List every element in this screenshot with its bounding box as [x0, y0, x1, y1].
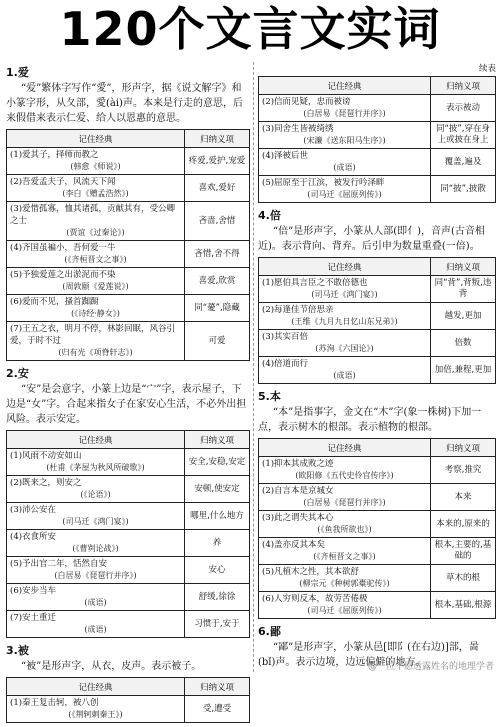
section-intro: “被”是形声字，从衣，皮声。表示被子。 [21, 661, 202, 672]
table-row [7, 241, 250, 268]
meaning-cell: 倍数 [431, 330, 496, 357]
meaning-cell: 根本,主要的,基础的 [431, 538, 496, 565]
section-intro: “本”是指事字，金文在“木”字(象一株树)下加一点，表示树木的根部。表示植物的根部。 [258, 407, 482, 433]
meaning-cell: 养 [185, 530, 250, 557]
table-header-row [259, 77, 496, 95]
definition-table [258, 438, 496, 619]
quote-source: (成语) [84, 598, 107, 607]
quote-text: (7)安土重迁 [10, 613, 57, 623]
quote-source: (苏洵《六国论》) [315, 344, 374, 353]
classic-quote-cell [7, 476, 185, 503]
table-header-row [7, 431, 250, 449]
classic-quote-cell [7, 696, 185, 723]
classic-quote-cell [259, 176, 431, 203]
quote-source: (《曹刿论战》) [72, 544, 119, 553]
quote-text: (4)盖亦反其本矣 [262, 540, 326, 550]
quote-text: (3)同舍生皆被绮绣 [262, 124, 334, 134]
table-row [7, 268, 250, 295]
quote-text: (1)风雨不动安如山 [10, 451, 82, 461]
table-row [259, 538, 496, 565]
quote-text: (2)自言本是京城女 [262, 486, 334, 496]
header-classic: 记住经典 [7, 431, 185, 449]
classic-quote-cell [259, 303, 431, 330]
header-classic: 记住经典 [7, 678, 185, 696]
classic-quote-cell [7, 611, 185, 638]
meaning-cell: 舒缓,徐徐 [185, 584, 250, 611]
classic-quote-cell [259, 457, 431, 484]
meaning-cell: 加倍,兼程,更加 [431, 357, 496, 384]
table-header-row [7, 678, 250, 696]
meaning-cell: 疼爱,爱护,宠爱 [185, 148, 250, 175]
table-row [259, 357, 496, 384]
section-heading: 6.鄙 [258, 625, 281, 638]
quote-text: (5)予独爱莲之出淤泥而不染 [10, 270, 116, 280]
meaning-cell: 本来的,原来的 [431, 511, 496, 538]
meaning-cell: 草木的根 [431, 565, 496, 592]
quote-text: (6)爱而不见，搔首踟蹰 [10, 297, 99, 307]
table-row [7, 202, 250, 241]
table-row [7, 696, 250, 723]
quote-source: (贾谊《过秦论》) [66, 228, 125, 237]
quote-text: (4)倍道而行 [262, 359, 309, 369]
left-column [6, 62, 250, 727]
quote-text: (2)信而见疑，忠而被谤 [262, 97, 351, 107]
quote-source: (《诗经·静女》) [71, 309, 120, 318]
section-heading: 5.本 [258, 390, 281, 403]
quote-text: (5)屈原至于江滨，被发行吟泽畔 [262, 178, 385, 188]
quote-text: (5)予出官二年，恬然自安 [10, 559, 108, 569]
quote-source: (归有光《项脊轩志》) [58, 348, 133, 357]
classic-quote-cell [259, 565, 431, 592]
meaning-cell: 同“披”,披散 [431, 176, 496, 203]
continued-label: 续表 [478, 64, 496, 74]
table-header-row [7, 130, 250, 148]
table-row [259, 303, 496, 330]
quote-source: (司马迁《屈原列传》) [307, 606, 382, 615]
header-meaning: 归纳义项 [185, 431, 250, 449]
table-row [7, 449, 250, 476]
quote-text: (4)齐国虽褊小，吾何爱一牛 [10, 243, 116, 253]
classic-quote-cell [7, 175, 185, 202]
quote-source: (白居易《琵琶行并序》) [303, 109, 386, 118]
quote-text: (4)泽被后世 [262, 151, 309, 161]
table-row [259, 330, 496, 357]
quote-source: (成语) [84, 625, 107, 634]
classic-quote-cell [259, 357, 431, 384]
section-heading: 3.被 [6, 644, 29, 657]
table-row [259, 457, 496, 484]
quote-text: (3)此之谓失其本心 [262, 513, 334, 523]
quote-text: (1)愿伯具言臣之不敢倍德也 [262, 278, 368, 288]
header-meaning: 归纳义项 [185, 678, 250, 696]
quote-text: (3)爱惜孤寡，恤其诸孤，贡献其有，受公卿之士 [10, 204, 176, 226]
meaning-cell: 本来 [431, 484, 496, 511]
quote-text: (6)安步当车 [10, 586, 57, 596]
quote-source: (杜甫《茅屋为秋风所破歌》) [46, 463, 145, 472]
quote-source: (《论语》) [80, 490, 111, 499]
header-meaning: 归纳义项 [431, 77, 496, 95]
page-title: 120个文言文实词 [59, 2, 441, 56]
quote-source: (司马迁《屈原列传》) [307, 190, 382, 199]
quote-text: (4)衣食所安 [10, 532, 57, 542]
table-row [7, 322, 250, 361]
classic-quote-cell [7, 503, 185, 530]
table-row [7, 503, 250, 530]
quote-text: (3)其实百倍 [262, 332, 309, 342]
section-heading: 1.爱 [6, 66, 29, 79]
table-row [7, 295, 250, 322]
classic-quote-cell [259, 538, 431, 565]
table-row [259, 95, 496, 122]
section-intro: “安”是会意字，小篆上边是“宀”字，表示屋子，下边是“女”字。合起来指女子在家安心生活，不必外出担风险。表示安定。 [6, 384, 247, 425]
quote-text: (1)爱其子，择师而教之 [10, 150, 99, 160]
header-classic: 记住经典 [259, 77, 431, 95]
table-row [7, 530, 250, 557]
classic-quote-cell [7, 322, 185, 361]
definition-table [6, 430, 250, 638]
quote-source: (王维《九月九日忆山东兄弟》) [291, 317, 398, 326]
header-classic: 记住经典 [259, 439, 431, 457]
quote-text: (1)秦王复击轲，被八创 [10, 698, 99, 708]
table-header-row [259, 258, 496, 276]
section-intro: “爱”繁体字写作“愛”，形声字，据《说文解字》和小篆字形，从夂部，愛(ài)声。本来是行走的意思，后来假借来表示仁爱、给人以恩惠的意思。 [6, 83, 243, 124]
quote-source: (周敦颐《爱莲说》) [62, 282, 129, 291]
classic-quote-cell [259, 484, 431, 511]
classic-quote-cell [259, 95, 431, 122]
header-meaning: 归纳义项 [431, 439, 496, 457]
classic-quote-cell [7, 557, 185, 584]
definition-table [258, 76, 496, 203]
meaning-cell: 可爱 [185, 322, 250, 361]
meaning-cell: 安全,安稳,安定 [185, 449, 250, 476]
table-row [7, 611, 250, 638]
definition-table [6, 677, 250, 723]
column-divider [253, 62, 254, 672]
meaning-cell: 安心 [185, 557, 250, 584]
meaning-cell: 考察,推究 [431, 457, 496, 484]
quote-source: (白居易《琵琶行并序》) [54, 571, 137, 580]
table-row [7, 584, 250, 611]
meaning-cell: 喜欢,爱好 [185, 175, 250, 202]
table-row [259, 122, 496, 149]
section-heading: 4.倍 [258, 209, 281, 222]
meaning-cell: 覆盖,遍及 [431, 149, 496, 176]
meaning-cell: 喜爱,欣赏 [185, 268, 250, 295]
table-row [259, 276, 496, 303]
header-classic: 记住经典 [259, 258, 431, 276]
quote-text: (1)抑本其成败之迹 [262, 459, 334, 469]
definition-table [258, 257, 496, 384]
table-row [259, 484, 496, 511]
section-intro: “鄙”是形声字，小篆从邑[即阝(在右边)]部，啚(bǐ)声。表示边境，边远偏僻的地方。 [258, 642, 479, 668]
quote-text: (3)沛公安在 [10, 505, 57, 515]
meaning-cell: 安顿,使安定 [185, 476, 250, 503]
table-row [259, 565, 496, 592]
classic-quote-cell [259, 330, 431, 357]
classic-quote-cell [259, 149, 431, 176]
quote-text: (7)王五之衣，明月不停，林影回眠，风谷引爱，于时不过 [10, 324, 176, 346]
quote-source: (柳宗元《种树郭橐驼传》) [299, 579, 390, 588]
classic-quote-cell [7, 241, 185, 268]
meaning-cell: 表示被动 [431, 95, 496, 122]
quote-source: (《荆轲刺秦王》) [68, 710, 123, 719]
meaning-cell: 习惯于,安于 [185, 611, 250, 638]
classic-quote-cell [7, 530, 185, 557]
quote-text: (2)吾爱孟夫子，风流天下闻 [10, 177, 116, 187]
definition-table [6, 129, 250, 361]
classic-quote-cell [7, 268, 185, 295]
quote-source: (《鱼我所欲也》) [317, 525, 372, 534]
quote-text: (5)凡植木之性，其本欲舒 [262, 567, 360, 577]
meaning-cell: 受,遭受 [185, 696, 250, 723]
meaning-cell: 根本,基础,根源 [431, 592, 496, 619]
classic-quote-cell [7, 202, 185, 241]
meaning-cell: 同“薆”,隐藏 [185, 295, 250, 322]
quote-source: (《齐桓晋文之事》) [313, 552, 376, 561]
table-row [259, 511, 496, 538]
classic-quote-cell [259, 511, 431, 538]
quote-text: (6)人穷则反本，故劳苦倦极 [262, 594, 368, 604]
header-meaning: 归纳义项 [185, 130, 250, 148]
meaning-cell: 哪里,什么地方 [185, 503, 250, 530]
quote-source: (《齐桓晋文之事》) [64, 255, 127, 264]
header-classic: 记住经典 [7, 130, 185, 148]
right-column [258, 62, 496, 673]
quote-source: (韩愈《师说》) [70, 162, 121, 171]
meaning-cell: 吝惜,舍不得 [185, 241, 250, 268]
classic-quote-cell [7, 295, 185, 322]
header-meaning: 归纳义项 [431, 258, 496, 276]
classic-quote-cell [7, 449, 185, 476]
watermark: @一位不愿透露姓名的地理学者 [367, 662, 494, 672]
table-row [259, 176, 496, 203]
section-heading: 2.安 [6, 367, 29, 380]
table-row [7, 175, 250, 202]
table-row [259, 149, 496, 176]
classic-quote-cell [259, 592, 431, 619]
quote-source: (成语) [333, 371, 356, 380]
meaning-cell: 同“背”,背叛,违背 [431, 276, 496, 303]
table-row [259, 592, 496, 619]
quote-text: (2)每逢佳节倍思亲 [262, 305, 334, 315]
quote-source: (欧阳修《五代史伶官传序》) [295, 471, 394, 480]
quote-source: (成语) [333, 163, 356, 172]
quote-source: (司马迁《鸿门宴》) [311, 290, 378, 299]
classic-quote-cell [259, 122, 431, 149]
quote-source: (司马迁《鸿门宴》) [62, 517, 129, 526]
quote-source: (白居易《琵琶行并序》) [303, 498, 386, 507]
meaning-cell: 越发,更加 [431, 303, 496, 330]
quote-source: (宋濂《送东阳马生序》) [303, 136, 386, 145]
meaning-cell: 同“披”,穿在身上或披在身上 [431, 122, 496, 149]
table-row [7, 557, 250, 584]
table-header-row [259, 439, 496, 457]
table-row [7, 476, 250, 503]
quote-source: (李白《赠孟浩然》) [62, 189, 129, 198]
classic-quote-cell [259, 276, 431, 303]
classic-quote-cell [7, 148, 185, 175]
table-row [7, 148, 250, 175]
section-intro: “倍”是形声字，小篆从人部(即亻)，音声(古音相近)。表示背向、背弃。后引申为数量重叠(一倍)。 [258, 226, 485, 252]
quote-text: (2)既来之，则安之 [10, 478, 82, 488]
meaning-cell: 吝啬,舍惜 [185, 202, 250, 241]
classic-quote-cell [7, 584, 185, 611]
